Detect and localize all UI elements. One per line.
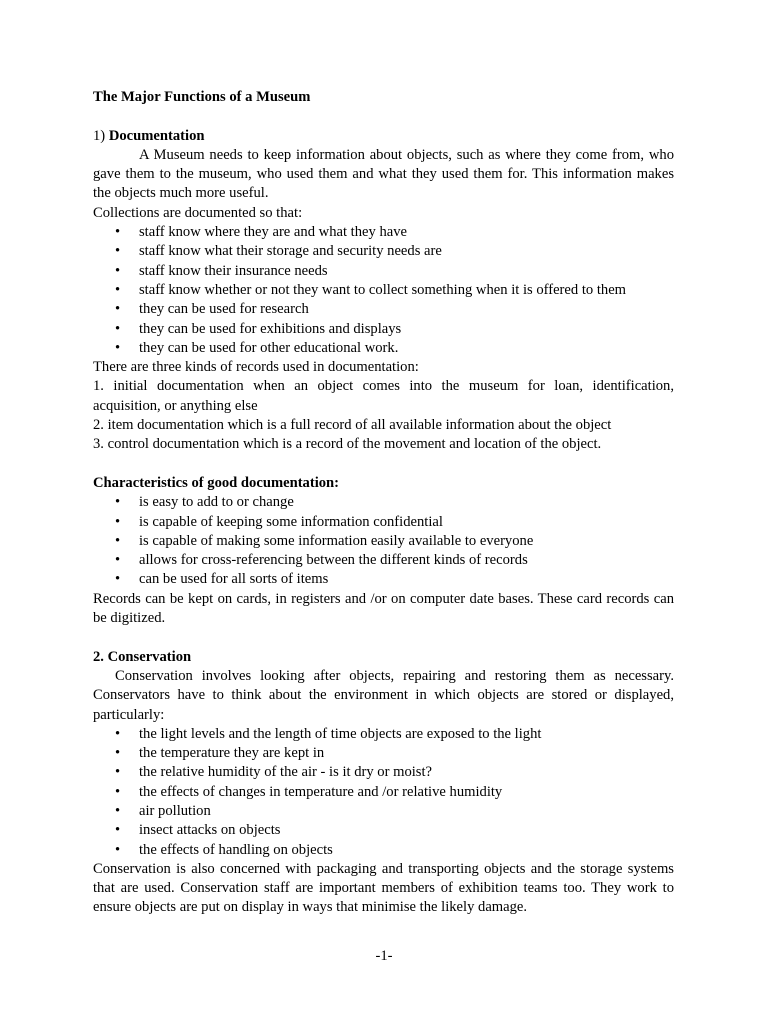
section-conservation-heading: 2. Conservation: [93, 648, 192, 665]
list-item: • staff know their insurance needs: [93, 262, 674, 281]
conservation-closing-paragraph: Conservation is also concerned with packaging and transporting objects and the storage systems that are used. Conservation staff are important members of exhibition teams too. They work to ensure objects are put on display in ways that minimise the likely damage.: [93, 860, 674, 916]
spacer: [93, 107, 674, 126]
bullet-icon: •: [115, 552, 121, 569]
bullet-icon: •: [115, 841, 121, 858]
bullet-icon: •: [115, 745, 121, 762]
list-item: • they can be used for other educational work.: [93, 339, 674, 358]
record-type-initial: 1. initial documentation when an object comes into the museum for loan, identification, acquisition, or anything else: [93, 378, 674, 414]
list-item: • they can be used for research: [93, 300, 674, 319]
bullet-icon: •: [115, 802, 121, 819]
list-item: • the relative humidity of the air - is it dry or moist?: [93, 763, 674, 782]
section-number: 1): [93, 127, 106, 144]
bullet-icon: •: [115, 320, 121, 337]
bullet-icon: •: [115, 243, 121, 260]
bullet-icon: •: [115, 532, 121, 549]
bullet-icon: •: [115, 262, 121, 279]
records-storage-paragraph: Records can be kept on cards, in registers and /or on computer date bases. These card records can be digitized.: [93, 590, 674, 627]
bullet-icon: •: [115, 725, 121, 742]
record-type-control: 3. control documentation which is a record of the movement and location of the object.: [93, 436, 602, 453]
conservation-environment-list: [93, 725, 674, 860]
list-item: • staff know whether or not they want to collect something when it is offered to them: [93, 281, 674, 300]
list-item: • the effects of handling on objects: [93, 841, 674, 860]
spacer: [93, 628, 674, 647]
bullet-icon: •: [115, 339, 121, 356]
list-item: • insect attacks on objects: [93, 821, 674, 840]
bullet-icon: •: [115, 494, 121, 511]
bullet-icon: •: [115, 301, 121, 318]
list-item: • staff know what their storage and security needs are: [93, 242, 674, 261]
bullet-icon: •: [115, 513, 121, 530]
bullet-icon: •: [115, 571, 121, 588]
list-item: • is capable of making some information easily available to everyone: [93, 532, 674, 551]
list-item: • staff know where they are and what they have: [93, 223, 674, 242]
list-item: • air pollution: [93, 802, 674, 821]
list-item: • allows for cross-referencing between the different kinds of records: [93, 551, 674, 570]
section-heading-text: Documentation: [108, 127, 205, 144]
conservation-intro: Conservation involves looking after objects, repairing and restoring them as necessary. Conservators have to think about the environment in which objects are stored or displayed, particularly:: [93, 667, 674, 723]
bullet-icon: •: [115, 224, 121, 241]
bullet-icon: •: [115, 783, 121, 800]
list-item: • the temperature they are kept in: [93, 744, 674, 763]
characteristics-list: [93, 493, 674, 589]
list-item: • they can be used for exhibitions and displays: [93, 320, 674, 339]
bullet-icon: •: [115, 281, 121, 298]
document-body: [93, 88, 674, 918]
documentation-purpose-list: [93, 223, 674, 358]
characteristics-heading: Characteristics of good documentation:: [93, 474, 340, 491]
section-documentation-heading: [93, 127, 674, 146]
list-item: • the effects of changes in temperature and /or relative humidity: [93, 783, 674, 802]
documentation-lead: Collections are documented so that:: [93, 204, 303, 221]
document-title: The Major Functions of a Museum: [93, 89, 311, 105]
documentation-intro: A Museum needs to keep information about objects, such as where they come from, who gave them to the museum, who used them and what they used them for. This information makes the objects much more useful.: [93, 146, 674, 202]
list-item: • is capable of keeping some information confidential: [93, 513, 674, 532]
list-item: • is easy to add to or change: [93, 493, 674, 512]
records-lead: There are three kinds of records used in documentation:: [93, 359, 419, 376]
list-item: • can be used for all sorts of items: [93, 570, 674, 589]
record-type-item: 2. item documentation which is a full record of all available information about the object: [93, 417, 612, 434]
bullet-icon: •: [115, 764, 121, 781]
page-number: -1-: [375, 948, 393, 964]
list-item: • the light levels and the length of time objects are exposed to the light: [93, 725, 674, 744]
bullet-icon: •: [115, 822, 121, 839]
spacer: [93, 455, 674, 474]
